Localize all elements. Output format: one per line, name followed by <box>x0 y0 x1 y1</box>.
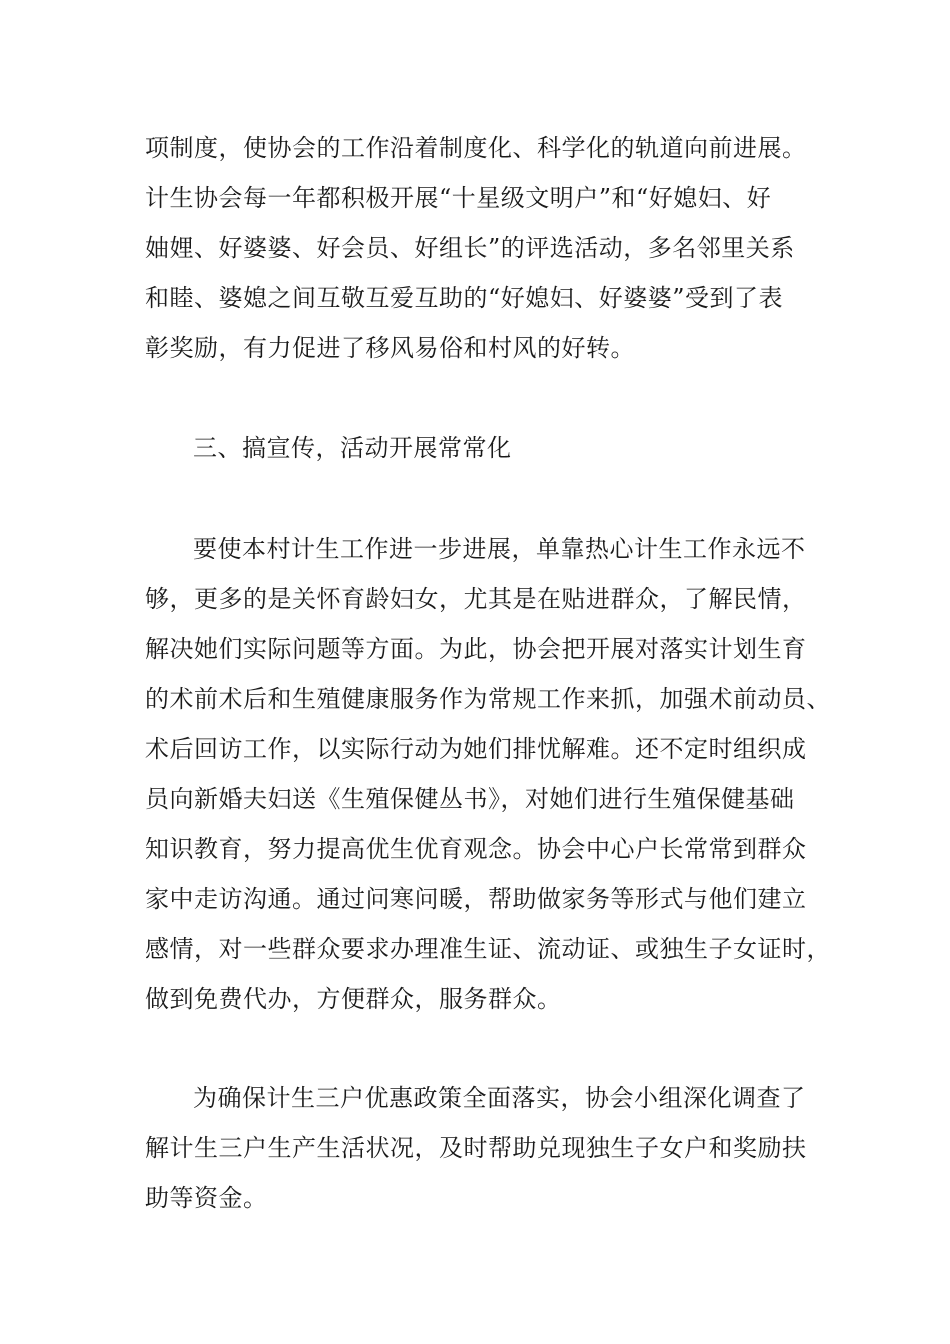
text-line: 助等资金。 <box>145 1184 268 1212</box>
text-line: 术后回访工作，以实际行动为她们排忧解难。还不定时组织成 <box>145 735 807 763</box>
text-line: 为确保计生三户优惠政策全面落实，协会小组深化调查了 <box>193 1084 806 1112</box>
text-line: 做到免费代办，方便群众，服务群众。 <box>145 985 562 1013</box>
paragraph-continuation <box>145 123 825 373</box>
text-line: 够，更多的是关怀育龄妇女，尤其是在贴进群众，了解民情， <box>145 585 807 613</box>
text-line: 的术前术后和生殖健康服务作为常规工作来抓，加强术前动员、 <box>145 685 831 713</box>
text-line: 家中走访沟通。通过问寒问暖，帮助做家务等形式与他们建立 <box>145 885 807 913</box>
text-line: 知识教育，努力提高优生优育观念。协会中心户长常常到群众 <box>145 835 807 863</box>
text-line: 解决她们实际问题等方面。为此，协会把开展对落实计划生育 <box>145 635 807 663</box>
text-line: 彰奖励，有力促进了移风易俗和村风的好转。 <box>145 334 635 362</box>
section-heading <box>145 423 825 473</box>
paragraph <box>145 1073 825 1223</box>
text-line: 和睦、婆媳之间互敬互爱互助的“好媳妇、好婆婆”受到了表 <box>145 284 784 312</box>
text-line: 妯娌、好婆婆、好会员、好组长”的评选活动，多名邻里关系 <box>145 234 795 262</box>
text-line: 员向新婚夫妇送《生殖保健丛书》，对她们进行生殖保健基础 <box>145 785 795 813</box>
paragraph <box>145 524 831 1024</box>
section-heading-text: 三、搞宣传，活动开展常常化 <box>193 434 512 462</box>
text-line: 感情，对一些群众要求办理准生证、流动证、或独生子女证时， <box>145 935 831 963</box>
text-line: 项制度，使协会的工作沿着制度化、科学化的轨道向前进展。 <box>145 134 807 162</box>
text-line: 解计生三户生产生活状况，及时帮助兑现独生子女户和奖励扶 <box>145 1134 807 1162</box>
text-line: 计生协会每一年都积极开展“十星级文明户”和“好媳妇、好 <box>145 184 772 212</box>
text-line: 要使本村计生工作进一步进展，单靠热心计生工作永远不 <box>193 535 806 563</box>
